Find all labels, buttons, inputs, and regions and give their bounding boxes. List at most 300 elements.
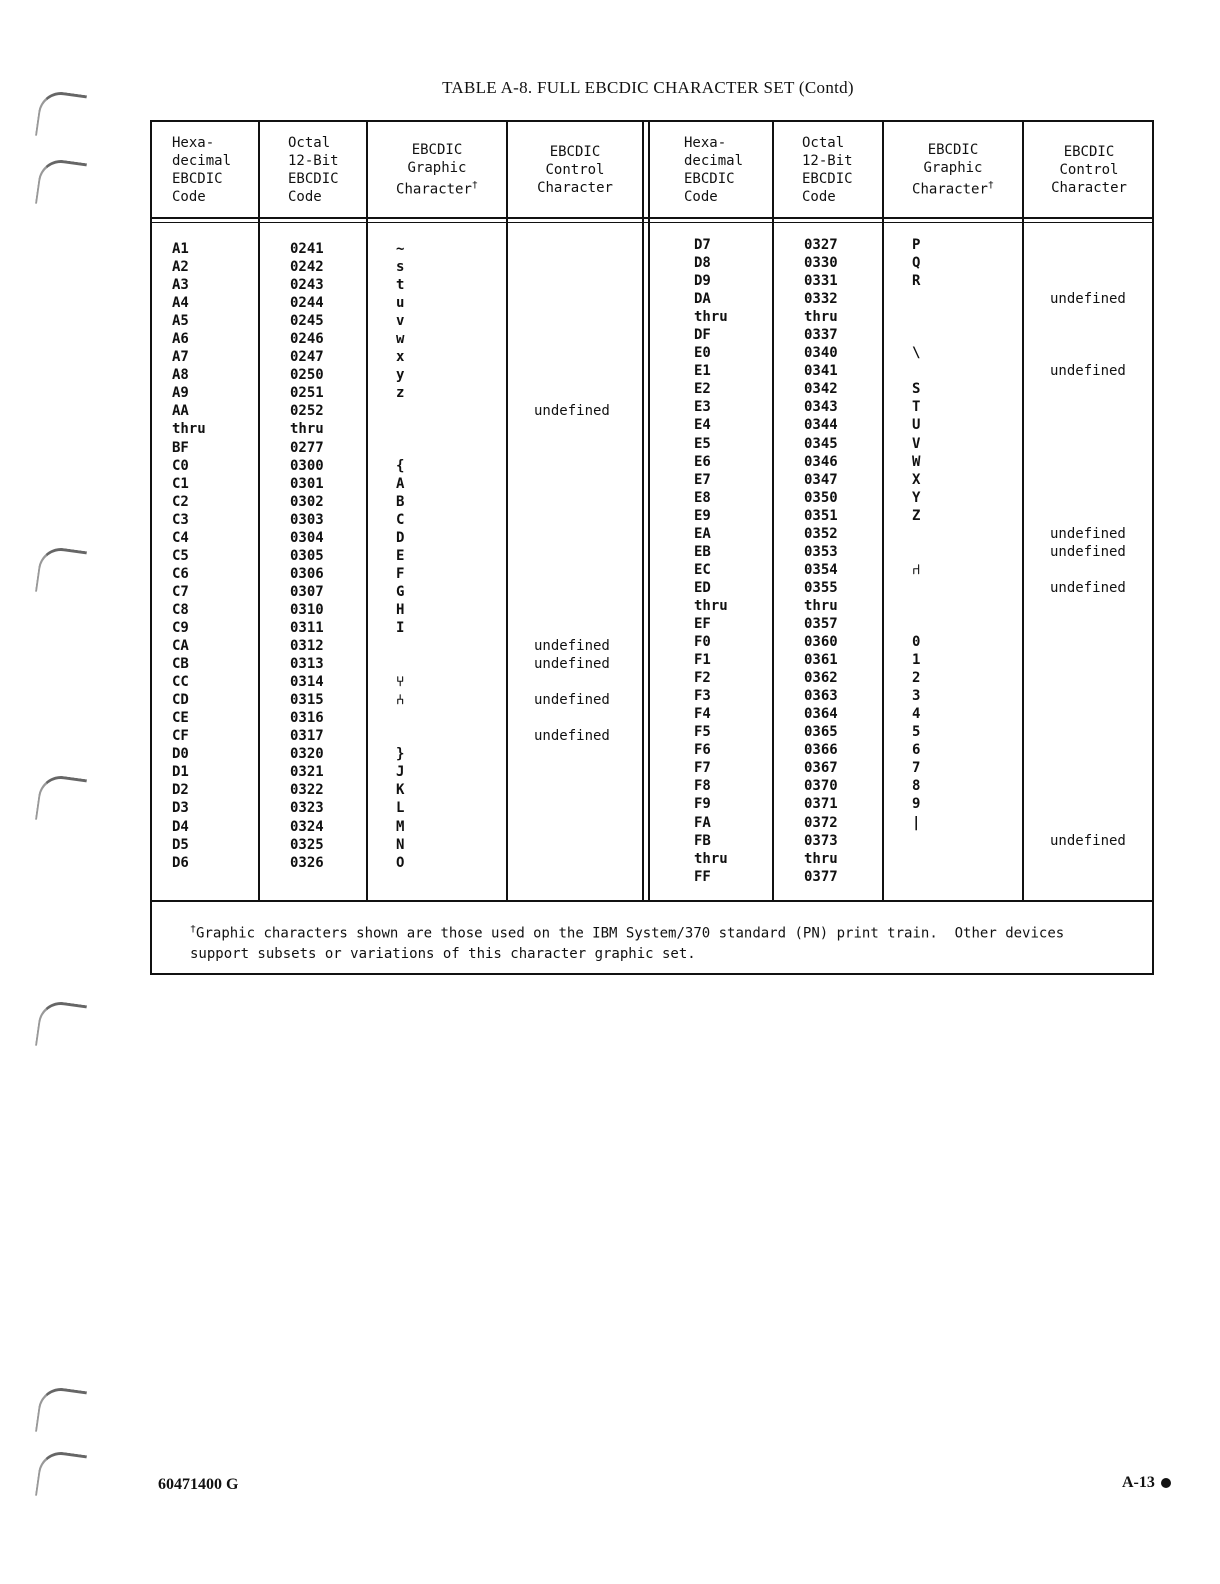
table-cell: undefined: [1050, 291, 1126, 308]
table-cell: C6: [172, 565, 189, 582]
table-cell: 0302: [290, 493, 324, 510]
table-cell: 0315: [290, 692, 324, 709]
table-cell: F9: [694, 796, 711, 813]
table-cell: F: [396, 565, 405, 582]
table-cell: [534, 493, 610, 511]
table-cell: [912, 290, 920, 308]
right-hex-column: [694, 236, 728, 886]
table-cell: FA: [694, 814, 711, 831]
column-divider: [258, 122, 260, 902]
table-cell: F6: [694, 742, 711, 759]
table-cell: EA: [694, 525, 711, 542]
table-cell: DF: [694, 327, 711, 344]
table-cell: 0371: [804, 796, 838, 813]
table-cell: [912, 326, 920, 344]
table-cell: [1050, 795, 1126, 813]
table-cell: 0252: [290, 403, 324, 420]
table-cell: [534, 836, 610, 854]
table-cell: w: [396, 331, 405, 348]
column-divider: [506, 122, 508, 902]
table-cell: 0325: [290, 836, 324, 853]
footnote: [190, 920, 1150, 964]
table-cell: FB: [694, 832, 711, 849]
table-cell: [534, 511, 610, 529]
table-cell: C7: [172, 583, 189, 600]
table-cell: F3: [694, 688, 711, 705]
table-cell: [1050, 380, 1126, 398]
table-cell: 4: [912, 706, 921, 723]
table-cell: 0363: [804, 688, 838, 705]
table-cell: [1050, 236, 1126, 254]
table-cell: F0: [694, 634, 711, 651]
table-cell: [1050, 597, 1126, 615]
table-cell: 0330: [804, 255, 838, 272]
table-cell: 0320: [290, 746, 324, 763]
table-cell: E4: [694, 417, 711, 434]
table-cell: H: [396, 601, 405, 618]
table-cell: 0244: [290, 295, 324, 312]
table-cell: undefined: [534, 656, 610, 673]
table-cell: {: [396, 457, 405, 474]
table-cell: undefined: [1050, 363, 1126, 380]
table-cell: E5: [694, 435, 711, 452]
table-cell: CD: [172, 692, 189, 709]
header-hex: Hexa- decimal EBCDIC Code: [172, 134, 232, 205]
table-cell: [396, 402, 404, 420]
table-cell: 0331: [804, 273, 838, 290]
table-cell: E9: [694, 507, 711, 524]
table-cell: P: [912, 237, 921, 253]
table-cell: 0337: [804, 327, 838, 344]
table-cell: F5: [694, 724, 711, 741]
table-cell: [534, 529, 610, 547]
table-cell: F1: [694, 652, 711, 669]
table-cell: 7: [912, 760, 921, 777]
table-cell: C9: [172, 619, 189, 636]
table-cell: [534, 294, 610, 312]
table-cell: 0372: [804, 814, 838, 831]
table-cell: I: [396, 619, 405, 636]
table-cell: T: [912, 399, 921, 416]
table-cell: [1050, 687, 1126, 705]
table-cell: [1050, 308, 1126, 326]
table-cell: L: [396, 800, 405, 817]
table-cell: [1050, 651, 1126, 669]
table-cell: 0242: [290, 259, 324, 276]
table-cell: C8: [172, 601, 189, 618]
table-cell: D5: [172, 836, 189, 853]
table-cell: CE: [172, 710, 189, 727]
table-cell: ~: [396, 241, 405, 257]
table-cell: C1: [172, 475, 189, 492]
table-cell: 0357: [804, 615, 838, 632]
column-divider: [882, 122, 884, 902]
table-cell: [912, 543, 920, 561]
left-graphic-column: [396, 240, 404, 872]
table-cell: [1050, 254, 1126, 272]
column-divider: [366, 122, 368, 902]
header-graphic-text-right: EBCDIC Graphic Character: [912, 141, 988, 198]
left-control-column: [534, 240, 610, 872]
table-cell: 0323: [290, 800, 324, 817]
table-cell: [534, 475, 610, 493]
table-cell: [534, 818, 610, 836]
table-cell: X: [912, 471, 921, 488]
table-cell: [534, 583, 610, 601]
dagger-mark: †: [471, 179, 478, 191]
table-cell: [1050, 507, 1126, 525]
table-cell: J: [396, 764, 405, 781]
table-cell: 0365: [804, 724, 838, 741]
table-cell: 0370: [804, 778, 838, 795]
table-cell: 0345: [804, 435, 838, 452]
table-cell: [534, 258, 610, 276]
table-cell: [912, 832, 920, 850]
footnote-dagger: †: [190, 924, 197, 935]
table-cell: undefined: [534, 728, 610, 745]
table-cell: 0313: [290, 656, 324, 673]
table-cell: [396, 420, 404, 438]
table-cell: 0327: [804, 237, 838, 253]
table-cell: 0303: [290, 511, 324, 528]
table-cell: [912, 579, 920, 597]
table-cell: s: [396, 259, 405, 276]
binder-hole-icon: [35, 999, 87, 1052]
table-cell: 0366: [804, 742, 838, 759]
column-divider: [1022, 122, 1024, 902]
table-cell: EB: [694, 543, 711, 560]
table-cell: 0354: [804, 561, 838, 578]
table-cell: 0355: [804, 579, 838, 596]
header-rule: [152, 217, 1152, 223]
table-cell: undefined: [1050, 579, 1126, 596]
table-cell: z: [396, 385, 405, 402]
table-cell: 0346: [804, 453, 838, 470]
bullet-icon: [1161, 1478, 1171, 1488]
table-cell: 9: [912, 796, 921, 813]
table-cell: 0326: [290, 854, 324, 871]
table-cell: thru: [694, 597, 728, 614]
table-cell: }: [396, 746, 405, 763]
table-cell: 0324: [290, 818, 324, 835]
table-cell: [1050, 398, 1126, 416]
table-cell: [1050, 615, 1126, 633]
table-cell: [912, 597, 920, 615]
table-cell: 0361: [804, 652, 838, 669]
table-cell: 0360: [804, 634, 838, 651]
table-cell: F2: [694, 670, 711, 687]
table-cell: thru: [804, 850, 838, 867]
table-cell: D2: [172, 782, 189, 799]
table-cell: [534, 601, 610, 619]
table-cell: 0310: [290, 601, 324, 618]
table-cell: C: [396, 511, 405, 528]
table-cell: [912, 850, 920, 868]
table-cell: Q: [912, 255, 921, 272]
table-cell: [912, 615, 920, 633]
table-cell: 0322: [290, 782, 324, 799]
table-cell: [396, 655, 404, 673]
table-cell: 0377: [804, 868, 838, 885]
table-cell: 0247: [290, 349, 324, 366]
table-cell: thru: [694, 309, 728, 326]
table-cell: 0350: [804, 489, 838, 506]
ebcdic-table: [150, 120, 1154, 975]
header-graphic-right: [884, 122, 1022, 217]
binder-hole-icon: [35, 545, 87, 598]
table-cell: [534, 854, 610, 872]
table-cell: FF: [694, 868, 711, 885]
table-cell: Z: [912, 507, 921, 524]
table-cell: EC: [694, 561, 711, 578]
header-octal: Octal 12-Bit EBCDIC Code: [288, 134, 339, 205]
table-cell: D0: [172, 746, 189, 763]
binder-hole-icon: [35, 773, 87, 826]
header-graphic-text: EBCDIC Graphic Character: [396, 141, 472, 198]
table-cell: AA: [172, 403, 189, 420]
table-cell: C4: [172, 529, 189, 546]
table-cell: v: [396, 313, 405, 330]
table-cell: D1: [172, 764, 189, 781]
right-octal-column: [804, 236, 838, 886]
table-cell: 0311: [290, 619, 324, 636]
table-cell: A5: [172, 313, 189, 330]
table-cell: D9: [694, 273, 711, 290]
table-cell: x: [396, 349, 405, 366]
table-cell: [1050, 705, 1126, 723]
binder-hole-icon: [35, 1449, 87, 1502]
table-cell: [534, 673, 610, 691]
table-cell: CF: [172, 728, 189, 745]
table-cell: [534, 799, 610, 817]
table-cell: 6: [912, 742, 921, 759]
table-cell: D: [396, 529, 405, 546]
table-cell: [1050, 344, 1126, 362]
table-cell: undefined: [534, 692, 610, 709]
table-cell: [1050, 489, 1126, 507]
table-cell: F4: [694, 706, 711, 723]
table-cell: [1050, 759, 1126, 777]
table-cell: D4: [172, 818, 189, 835]
table-cell: [1050, 723, 1126, 741]
table-cell: [1050, 850, 1126, 868]
table-cell: undefined: [1050, 832, 1126, 849]
left-octal-column: [290, 240, 324, 872]
table-cell: [534, 745, 610, 763]
table-cell: C0: [172, 457, 189, 474]
table-cell: [534, 348, 610, 366]
table-cell: 0332: [804, 291, 838, 308]
table-cell: [396, 709, 404, 727]
table-cell: [396, 439, 404, 457]
table-cell: undefined: [534, 638, 610, 655]
table-cell: 0343: [804, 399, 838, 416]
table-cell: [534, 439, 610, 457]
table-cell: K: [396, 782, 405, 799]
table-cell: 0344: [804, 417, 838, 434]
left-hex-column: [172, 240, 206, 872]
table-cell: D6: [172, 854, 189, 871]
table-title: TABLE A-8. FULL EBCDIC CHARACTER SET (Contd): [442, 78, 854, 97]
table-cell: 0351: [804, 507, 838, 524]
table-cell: D3: [172, 800, 189, 817]
table-cell: D8: [694, 255, 711, 272]
table-cell: A3: [172, 277, 189, 294]
table-cell: \: [912, 345, 921, 362]
header-octal-right: Octal 12-Bit EBCDIC Code: [802, 134, 853, 205]
table-cell: A9: [172, 385, 189, 402]
binder-hole-icon: [35, 157, 87, 210]
table-cell: E8: [694, 489, 711, 506]
table-cell: F7: [694, 760, 711, 777]
table-cell: 0245: [290, 313, 324, 330]
table-cell: O: [396, 854, 405, 871]
footnote-text: Graphic characters shown are those used on the IBM System/370 standard (PN) print train. Other devices support subsets or variations of this character graphic set.: [190, 925, 1065, 962]
table-cell: y: [396, 367, 405, 384]
table-cell: [534, 763, 610, 781]
column-divider: [772, 122, 774, 902]
right-graphic-column: [912, 236, 920, 886]
table-cell: 0362: [804, 670, 838, 687]
table-cell: [534, 384, 610, 402]
table-cell: undefined: [1050, 543, 1126, 560]
table-cell: R: [912, 273, 921, 290]
table-cell: 0241: [290, 241, 324, 257]
table-cell: EF: [694, 615, 711, 632]
table-cell: CA: [172, 638, 189, 655]
table-cell: [1050, 326, 1126, 344]
table-cell: BF: [172, 439, 189, 456]
header-hex-right: Hexa- decimal EBCDIC Code: [684, 134, 744, 205]
binder-hole-icon: [35, 1385, 87, 1438]
table-cell: A7: [172, 349, 189, 366]
table-cell: A: [396, 475, 405, 492]
table-cell: thru: [172, 421, 206, 438]
table-cell: 8: [912, 778, 921, 795]
table-cell: A6: [172, 331, 189, 348]
table-cell: 5: [912, 724, 921, 741]
table-cell: [912, 362, 920, 380]
table-cell: A8: [172, 367, 189, 384]
table-cell: CC: [172, 674, 189, 691]
table-cell: ⑁: [912, 561, 921, 578]
table-cell: S: [912, 381, 921, 398]
table-cell: 0312: [290, 638, 324, 655]
table-cell: [1050, 272, 1126, 290]
table-cell: 0341: [804, 363, 838, 380]
table-cell: V: [912, 435, 921, 452]
table-cell: 0342: [804, 381, 838, 398]
table-cell: CB: [172, 656, 189, 673]
table-cell: DA: [694, 291, 711, 308]
table-cell: |: [912, 814, 921, 831]
table-cell: C5: [172, 547, 189, 564]
table-cell: 0347: [804, 471, 838, 488]
table-cell: [1050, 561, 1126, 579]
table-cell: 0317: [290, 728, 324, 745]
table-cell: [1050, 669, 1126, 687]
table-cell: [534, 276, 610, 294]
table-cell: D7: [694, 237, 711, 253]
table-cell: A2: [172, 259, 189, 276]
table-cell: [534, 330, 610, 348]
table-cell: 0314: [290, 674, 324, 691]
table-cell: B: [396, 493, 405, 510]
header-control: EBCDIC Control Character: [537, 143, 613, 196]
table-cell: C3: [172, 511, 189, 528]
table-cell: 0316: [290, 710, 324, 727]
table-cell: [534, 366, 610, 384]
table-cell: [534, 312, 610, 330]
table-cell: ED: [694, 579, 711, 596]
table-cell: 0353: [804, 543, 838, 560]
table-cell: [534, 619, 610, 637]
header-control-right: EBCDIC Control Character: [1051, 143, 1127, 196]
table-cell: thru: [694, 850, 728, 867]
table-cell: E7: [694, 471, 711, 488]
table-cell: E6: [694, 453, 711, 470]
table-cell: [1050, 741, 1126, 759]
table-cell: E1: [694, 363, 711, 380]
table-cell: 0307: [290, 583, 324, 600]
table-cell: thru: [290, 421, 324, 438]
table-cell: 0300: [290, 457, 324, 474]
table-cell: 0352: [804, 525, 838, 542]
table-cell: [534, 547, 610, 565]
table-cell: G: [396, 583, 405, 600]
table-cell: E3: [694, 399, 711, 416]
table-cell: undefined: [1050, 525, 1126, 542]
table-cell: 0251: [290, 385, 324, 402]
table-cell: ⑂: [396, 674, 405, 691]
table-cell: [534, 457, 610, 475]
table-cell: [1050, 868, 1126, 886]
table-cell: N: [396, 836, 405, 853]
table-cell: thru: [804, 309, 838, 326]
table-cell: 0367: [804, 760, 838, 777]
table-cell: 0250: [290, 367, 324, 384]
center-double-divider: [642, 122, 650, 902]
table-cell: M: [396, 818, 405, 835]
table-cell: [396, 637, 404, 655]
table-cell: 0340: [804, 345, 838, 362]
table-cell: [912, 525, 920, 543]
table-cell: [1050, 416, 1126, 434]
table-cell: [396, 727, 404, 745]
table-cell: [1050, 777, 1126, 795]
table-cell: [1050, 453, 1126, 471]
table-cell: 0277: [290, 439, 324, 456]
table-cell: thru: [804, 597, 838, 614]
table-cell: [534, 781, 610, 799]
table-cell: 0301: [290, 475, 324, 492]
table-cell: [534, 709, 610, 727]
header-graphic: [368, 122, 506, 217]
table-cell: undefined: [534, 403, 610, 420]
table-cell: 0305: [290, 547, 324, 564]
table-cell: [534, 565, 610, 583]
table-cell: F8: [694, 778, 711, 795]
table-cell: 2: [912, 670, 921, 687]
table-cell: [1050, 435, 1126, 453]
table-cell: E0: [694, 345, 711, 362]
table-cell: C2: [172, 493, 189, 510]
table-cell: A1: [172, 241, 189, 257]
table-cell: 0373: [804, 832, 838, 849]
table-cell: [912, 868, 920, 886]
table-cell: 0243: [290, 277, 324, 294]
table-cell: [1050, 814, 1126, 832]
